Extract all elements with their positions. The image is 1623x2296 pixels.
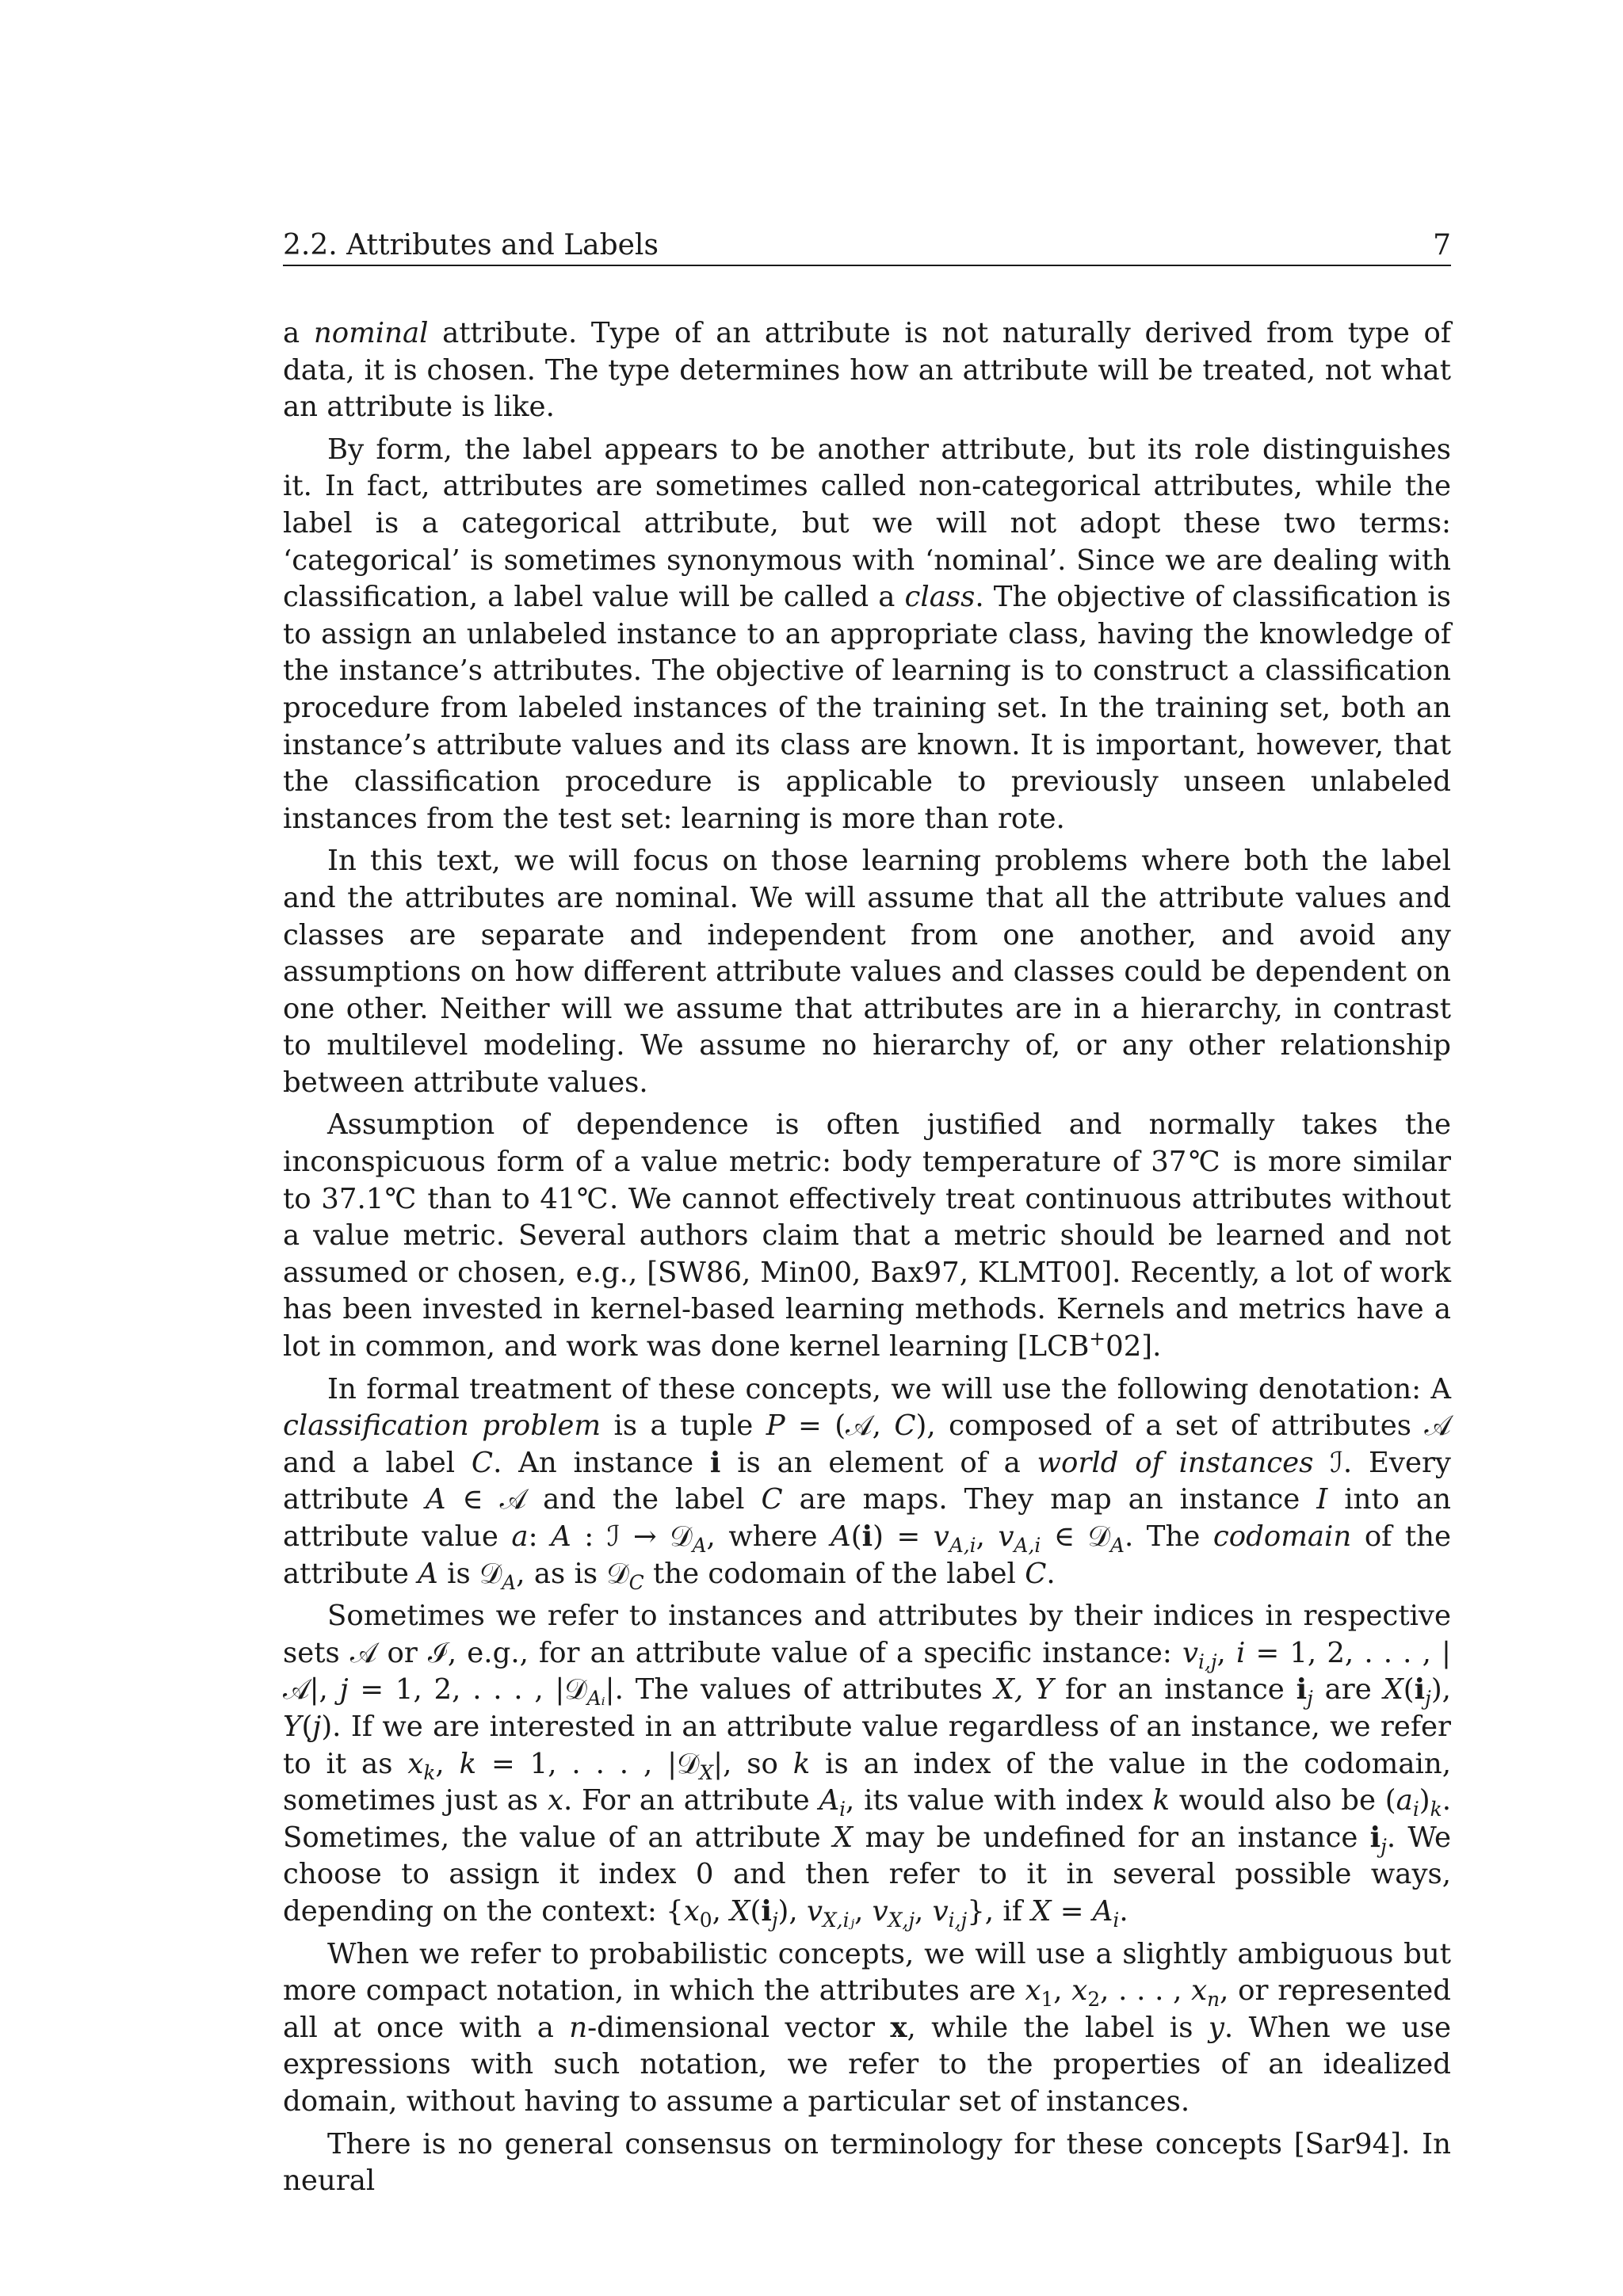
text-run: x bbox=[1025, 1974, 1041, 2008]
text-run: , bbox=[712, 1894, 731, 1928]
text-run: v bbox=[806, 1894, 823, 1928]
text-run: = bbox=[1051, 1894, 1093, 1928]
text-run: v bbox=[872, 1894, 888, 1928]
text-run: A bbox=[425, 1483, 446, 1516]
text-run: A bbox=[831, 1520, 851, 1553]
text-run: x bbox=[547, 1784, 563, 1817]
text-run: |, so bbox=[713, 1747, 793, 1780]
text-run: A bbox=[819, 1784, 840, 1817]
text-run: }, if bbox=[967, 1894, 1032, 1928]
text-run: ℐ. Every attribute bbox=[283, 1446, 1451, 1516]
text-run: C bbox=[471, 1446, 494, 1479]
text-run: n bbox=[569, 2011, 588, 2044]
text-run: , . . . , bbox=[1100, 1974, 1192, 2008]
text-run: C bbox=[628, 1570, 644, 1594]
text-run: C bbox=[894, 1409, 916, 1443]
text-run: i,j bbox=[1198, 1650, 1217, 1673]
text-run: is a tuple bbox=[601, 1409, 766, 1443]
paragraph-2 bbox=[283, 432, 1451, 838]
paragraph-4 bbox=[283, 1107, 1451, 1365]
text-run: Y bbox=[283, 1710, 302, 1743]
text-run: ), bbox=[777, 1894, 807, 1928]
text-run: k bbox=[792, 1747, 811, 1780]
text-run: classification problem bbox=[283, 1409, 601, 1443]
text-run: A bbox=[551, 1520, 571, 1553]
text-run: k bbox=[459, 1747, 477, 1780]
text-run: + bbox=[1089, 1327, 1106, 1351]
page-number: 7 bbox=[1433, 229, 1451, 261]
paragraph-3 bbox=[283, 843, 1451, 1101]
text-run: ( bbox=[301, 1710, 313, 1743]
text-run: , bbox=[435, 1747, 460, 1780]
text-run: 2 bbox=[1087, 1988, 1101, 2012]
text-run: ( bbox=[850, 1520, 862, 1553]
text-run: world of instances bbox=[1037, 1446, 1314, 1479]
text-run: . We choose to assign it index 0 and then refer to it in several possible ways, depending on the context: { bbox=[283, 1821, 1451, 1928]
text-run: . For an attribute bbox=[563, 1784, 819, 1817]
text-run: codomain bbox=[1212, 1520, 1352, 1553]
text-run: the codomain of the label bbox=[643, 1557, 1025, 1590]
text-run: x bbox=[407, 1747, 424, 1780]
text-run: ( bbox=[750, 1894, 762, 1928]
text-run: A bbox=[1092, 1894, 1113, 1928]
text-run: 1 bbox=[1041, 1988, 1054, 2012]
text-run: i bbox=[839, 1798, 846, 1821]
text-run: x bbox=[890, 2011, 907, 2044]
text-run: j bbox=[1425, 1687, 1431, 1711]
text-run: I bbox=[1316, 1483, 1328, 1516]
text-run: for an instance bbox=[1053, 1673, 1296, 1707]
section-title: 2.2. Attributes and Labels bbox=[283, 229, 659, 261]
text-run: i bbox=[761, 1894, 772, 1928]
text-run: ), bbox=[1430, 1673, 1451, 1707]
running-header bbox=[283, 223, 1451, 268]
paragraph-6 bbox=[283, 1598, 1451, 1930]
text-run: X bbox=[699, 1760, 714, 1784]
text-run: i bbox=[1414, 1673, 1426, 1707]
header-rule bbox=[283, 265, 1451, 266]
text-run: X bbox=[1383, 1673, 1403, 1707]
text-run: = (𝒜, bbox=[785, 1409, 895, 1443]
text-run: v bbox=[933, 1520, 949, 1553]
paragraph-1 bbox=[283, 315, 1451, 426]
text-run: i,j bbox=[948, 1909, 968, 1932]
text-run: . bbox=[1119, 1894, 1128, 1928]
text-run: A,i bbox=[949, 1534, 976, 1558]
text-run: may be undefined for an instance bbox=[853, 1821, 1370, 1854]
text-run: v bbox=[932, 1894, 949, 1928]
text-run: j bbox=[1307, 1687, 1313, 1711]
text-run: X bbox=[730, 1894, 750, 1928]
text-run: would also be ( bbox=[1170, 1784, 1396, 1817]
text-run: k bbox=[423, 1760, 436, 1784]
text-run: i bbox=[1369, 1821, 1381, 1854]
text-run: k bbox=[1430, 1798, 1442, 1821]
text-run: , where bbox=[706, 1520, 831, 1553]
text-run: , while the label is bbox=[907, 2011, 1209, 2044]
text-run: v bbox=[998, 1520, 1014, 1553]
text-run: , as is 𝒟 bbox=[516, 1557, 629, 1590]
text-run: is 𝒟 bbox=[437, 1557, 502, 1590]
text-run: : bbox=[528, 1520, 552, 1553]
text-run: , bbox=[915, 1894, 933, 1928]
text-run: i bbox=[1235, 1636, 1246, 1669]
text-run: v bbox=[1182, 1636, 1198, 1669]
text-run: P bbox=[766, 1409, 785, 1443]
text-run: a bbox=[283, 317, 314, 349]
text-run: x bbox=[1191, 1974, 1208, 2008]
text-run: Assumption of dependence is often justified and normally takes the inconspicuous form of a value metric: body temperature of 37℃ is more similar to 37.1℃ than to 41℃. We cannot effectively treat continuous attributes without a value metric. Several authors claim that a metric should be learned and not assumed or chosen, e.g., [SW86, Min00, Bax97, KLMT00]. Recently, a lot of work has been invested in kernel-based learning methods. Kernels and metrics have a lot in common, and work was done kernel learning [LCB bbox=[283, 1108, 1451, 1363]
text-run: k bbox=[1152, 1784, 1170, 1817]
text-run: x bbox=[1071, 1974, 1088, 2008]
paragraph-5 bbox=[283, 1371, 1451, 1593]
text-run: . bbox=[1046, 1557, 1056, 1590]
text-run: of the attribute bbox=[283, 1520, 1451, 1590]
text-run: : ℐ → 𝒟 bbox=[571, 1520, 693, 1553]
text-run: . The objective of classification is to assign an unlabeled instance to an appropriate class, having the knowledge of the instance’s attributes. The objective of learning is to construct a classification procedure from labeled instances of the training set. In the training set, both an instance’s attribute values and its class are known. It is important, however, that the classification procedure is applicable to previously unseen unlabeled instances from the test set: learning is more than rote. bbox=[283, 581, 1452, 835]
text-run: X bbox=[832, 1821, 854, 1854]
text-run: -dimensional vector bbox=[587, 2011, 891, 2044]
text-run: is an element of a bbox=[720, 1446, 1037, 1479]
text-run: A bbox=[1110, 1534, 1125, 1558]
text-run: i bbox=[861, 1520, 873, 1553]
text-run: , bbox=[976, 1520, 999, 1553]
text-run: There is no general consensus on terminology for these concepts [Sar94]. In neural bbox=[283, 2127, 1451, 2198]
text-run: = 1, 2, . . . , |𝒜|, bbox=[283, 1636, 1451, 1707]
text-run: are maps. They map an instance bbox=[782, 1483, 1317, 1516]
text-run: A bbox=[502, 1570, 517, 1594]
text-run: , its value with index bbox=[846, 1784, 1153, 1817]
text-run: a bbox=[511, 1520, 529, 1553]
text-run: = 1, . . . , |𝒟 bbox=[476, 1747, 700, 1780]
text-run: j bbox=[312, 1710, 322, 1743]
text-run: i bbox=[1296, 1673, 1308, 1707]
text-run: A,i bbox=[1014, 1534, 1041, 1558]
text-run: . Sometimes, the value of an attribute bbox=[283, 1784, 1451, 1854]
paragraph-8 bbox=[283, 2126, 1451, 2200]
text-run: In formal treatment of these concepts, we will use the following denotation: A bbox=[327, 1372, 1451, 1405]
text-run: In this text, we will focus on those learning problems where both the label and the attributes are nominal. We will assume that all the attribute values and classes are separate and independent from one another, and avoid any assumptions on how different attribute values and classes could be dependent on one other. Neither will we assume that attributes are in a hierarchy, in contrast to multilevel modeling. We assume no hierarchy of, or any other relationship between attribute values. bbox=[283, 845, 1451, 1099]
text-run: ( bbox=[1403, 1673, 1415, 1707]
text-run: ), composed of a set of attributes 𝒜 and a label bbox=[283, 1409, 1452, 1479]
body-text bbox=[283, 315, 1451, 2200]
text-run: j bbox=[1381, 1834, 1387, 1858]
text-run: i bbox=[709, 1446, 721, 1479]
text-run: X,j bbox=[888, 1909, 915, 1932]
text-run: By form, the label appears to be another attribute, but its role distinguishes it. In fact, attributes are sometimes called non-categorical attributes, while the label is a categorical attribute, but we will not adopt these two terms: ‘categorical’ is sometimes synonymous with ‘nominal’. Since we are dealing with classification, a label value will be called a bbox=[283, 433, 1451, 614]
text-run: a bbox=[1396, 1784, 1413, 1817]
text-run: When we refer to probabilistic concepts, we will use a slightly ambiguous but more compact notation, in which the attributes are bbox=[283, 1937, 1451, 2008]
text-run: j bbox=[339, 1673, 349, 1707]
text-run: , bbox=[1053, 1974, 1072, 2008]
text-run: . When we use expressions with such notation, we refer to the properties of an idealized domain, without having to assume a particular set of instances. bbox=[283, 2011, 1451, 2118]
paragraph-7 bbox=[283, 1936, 1451, 2121]
text-run: 0 bbox=[699, 1909, 712, 1932]
text-run: ) = bbox=[873, 1520, 934, 1553]
text-run: nominal bbox=[313, 317, 429, 349]
text-run: C bbox=[1025, 1557, 1047, 1590]
text-run: class bbox=[904, 581, 976, 614]
text-run: , bbox=[1216, 1636, 1236, 1669]
text-run: 02]. bbox=[1106, 1330, 1162, 1363]
text-run: is an index of the value in the codomain, sometimes just as bbox=[283, 1747, 1451, 1817]
text-run: ∈ 𝒟 bbox=[1041, 1520, 1111, 1553]
text-run: , or represented all at once with a bbox=[283, 1974, 1451, 2044]
text-run: C bbox=[761, 1483, 783, 1516]
text-run: ∈ 𝒜 and the label bbox=[445, 1483, 762, 1516]
text-run: X,iⱼ bbox=[823, 1909, 855, 1932]
text-run: |. The values of attributes bbox=[605, 1673, 995, 1707]
text-run: are bbox=[1312, 1673, 1384, 1707]
text-run: X, Y bbox=[994, 1673, 1054, 1707]
text-run: Sometimes we refer to instances and attributes by their indices in respective sets 𝒜 or ℐ, e.g., for an attribute value of a specific instance: bbox=[283, 1600, 1451, 1669]
text-run: i bbox=[1412, 1798, 1419, 1821]
text-run: j bbox=[771, 1909, 778, 1932]
text-run: = 1, 2, . . . , |𝒟 bbox=[348, 1673, 587, 1707]
text-run: i bbox=[1113, 1909, 1120, 1932]
text-run: x bbox=[683, 1894, 700, 1928]
text-run: A bbox=[418, 1557, 438, 1590]
text-run: into an attribute value bbox=[283, 1483, 1452, 1553]
text-run: , bbox=[854, 1894, 873, 1928]
text-run: ). If we are interested in an attribute value regardless of an instance, we refer to it as bbox=[283, 1710, 1451, 1780]
text-run: . An instance bbox=[493, 1446, 710, 1479]
text-run: X bbox=[1031, 1894, 1052, 1928]
text-run: Aᵢ bbox=[586, 1687, 605, 1711]
text-run: A bbox=[692, 1534, 707, 1558]
text-run: attribute. Type of an attribute is not naturally derived from type of data, it is chosen. The type determines how an attribute will be treated, not what an attribute is like. bbox=[283, 317, 1451, 424]
text-run: n bbox=[1207, 1988, 1220, 2012]
text-run: y bbox=[1208, 2011, 1224, 2044]
text-run: ) bbox=[1419, 1784, 1430, 1817]
text-run: . The bbox=[1124, 1520, 1213, 1553]
